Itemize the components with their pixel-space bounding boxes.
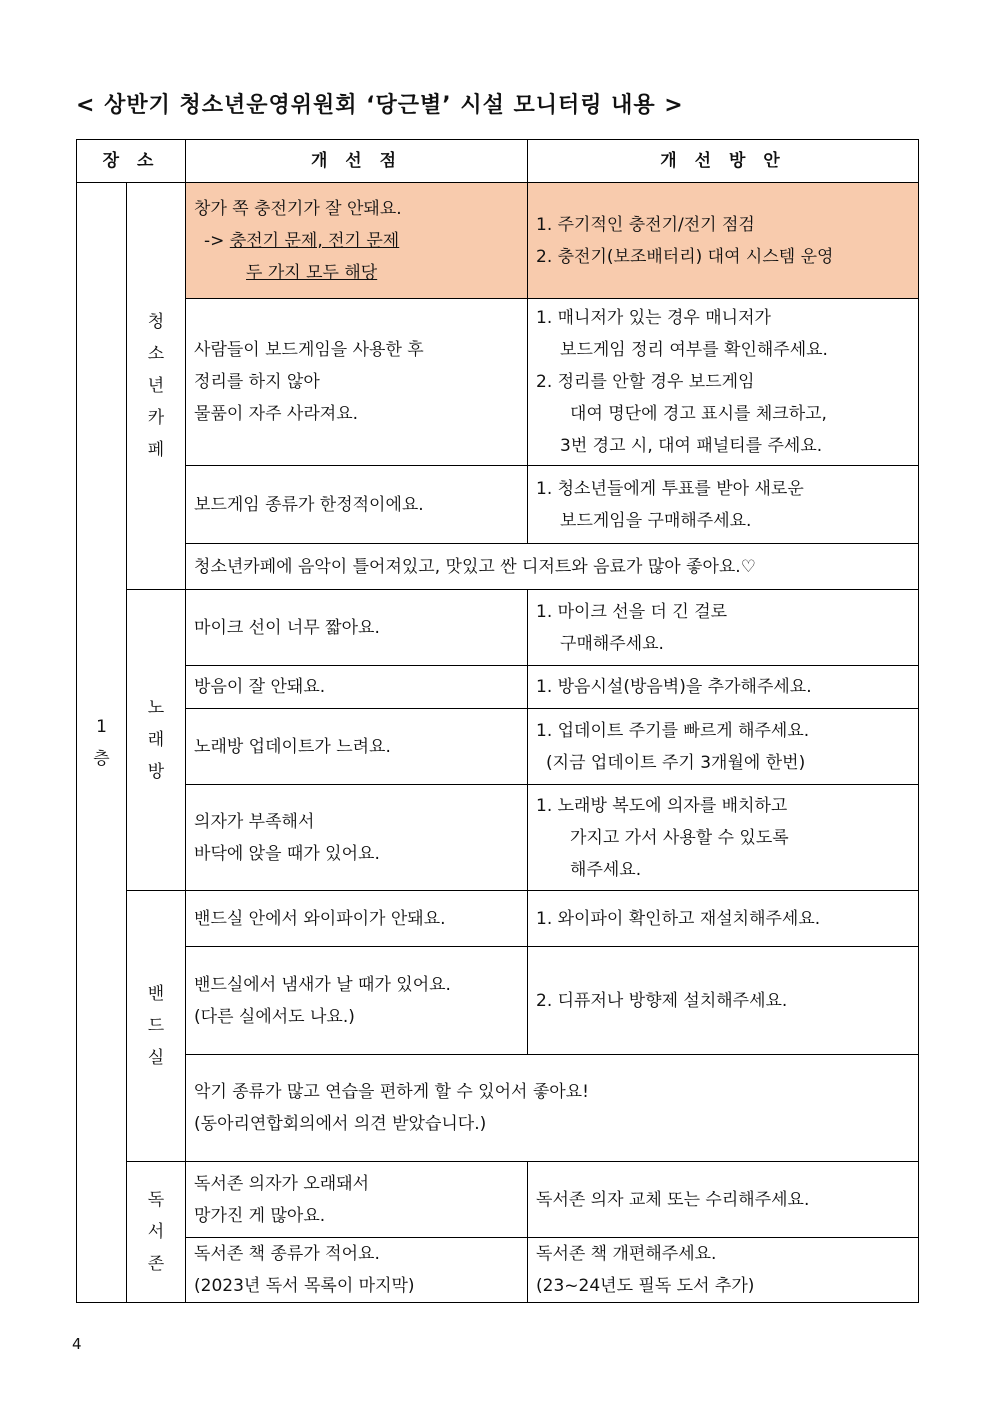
plan-cell: 1. 업데이트 주기를 빠르게 해주세요. (지금 업데이트 주기 3개월에 한번) (528, 709, 919, 785)
section-label-band: 밴 드 실 (127, 891, 186, 1162)
plan-cell: 1. 방음시설(방음벽)을 추가해주세요. (528, 666, 919, 709)
plan-cell: 2. 디퓨저나 방향제 설치해주세요. (528, 947, 919, 1055)
table-row (77, 947, 919, 1055)
table-row (77, 891, 919, 947)
plan-cell: 1. 와이파이 확인하고 재설치해주세요. (528, 891, 919, 947)
issue-cell: 창가 쪽 충전기가 잘 안돼요. -> 충전기 문제, 전기 문제 두 가지 모두 해당 (186, 183, 528, 299)
plan-cell: 독서존 의자 교체 또는 수리해주세요. (528, 1162, 919, 1238)
issue-cell: 독서존 의자가 오래돼서 망가진 게 많아요. (186, 1162, 528, 1238)
issue-cell: 방음이 잘 안돼요. (186, 666, 528, 709)
plan-cell: 1. 노래방 복도에 의자를 배치하고 가지고 가서 사용할 수 있도록 해주세요. (528, 785, 919, 891)
table-row (77, 709, 919, 785)
page-title: < 상반기 청소년운영위원회 ‘당근별’ 시설 모니터링 내용 > (76, 93, 684, 118)
table-row (77, 299, 919, 466)
section-label-karaoke: 노 래 방 (127, 590, 186, 891)
table-row (77, 1162, 919, 1238)
issue-cell: 노래방 업데이트가 느려요. (186, 709, 528, 785)
table-row (77, 1055, 919, 1162)
table-row (77, 785, 919, 891)
plan-cell: 1. 주기적인 충전기/전기 점검 2. 충전기(보조배터리) 대여 시스템 운영 (528, 183, 919, 299)
monitoring-table (76, 139, 919, 1303)
issue-cell: 밴드실에서 냄새가 날 때가 있어요. (다른 실에서도 나요.) (186, 947, 528, 1055)
praise-cell: 악기 종류가 많고 연습을 편하게 할 수 있어서 좋아요! (동아리연합회의에서 의견 받았습니다.) (186, 1055, 919, 1162)
table-row (77, 544, 919, 590)
issue-cell: 의자가 부족해서 바닥에 앉을 때가 있어요. (186, 785, 528, 891)
issue-cell: 사람들이 보드게임을 사용한 후 정리를 하지 않아 물품이 자주 사라져요. (186, 299, 528, 466)
header-row (77, 140, 919, 183)
issue-cell: 밴드실 안에서 와이파이가 안돼요. (186, 891, 528, 947)
plan-cell: 독서존 책 개편해주세요. (23~24년도 필독 도서 추가) (528, 1238, 919, 1303)
table-row (77, 466, 919, 544)
plan-cell: 1. 매니저가 있는 경우 매니저가 보드게임 정리 여부를 확인해주세요. 2. 정리를 안할 경우 보드게임 대여 명단에 경고 표시를 체크하고, 3번 경고 시, 대여 패널티를 주세요. (528, 299, 919, 466)
table-row (77, 183, 919, 299)
section-label-reading: 독 서 존 (127, 1162, 186, 1303)
section-label-cafe: 청 소 년 카 페 (127, 183, 186, 590)
issue-cell: 보드게임 종류가 한정적이에요. (186, 466, 528, 544)
table-row (77, 666, 919, 709)
issue-cell: 독서존 책 종류가 적어요. (2023년 독서 목록이 마지막) (186, 1238, 528, 1303)
header-issue: 개 선 점 (186, 140, 528, 183)
header-place: 장 소 (77, 140, 186, 183)
header-plan: 개 선 방 안 (528, 140, 919, 183)
table-row (77, 590, 919, 666)
plan-cell: 1. 청소년들에게 투표를 받아 새로운 보드게임을 구매해주세요. (528, 466, 919, 544)
issue-cell: 마이크 선이 너무 짧아요. (186, 590, 528, 666)
floor-label: 1 층 (77, 183, 127, 1303)
plan-cell: 1. 마이크 선을 더 긴 걸로 구매해주세요. (528, 590, 919, 666)
table-row (77, 1238, 919, 1303)
page-number: 4 (72, 1335, 82, 1353)
praise-cell: 청소년카페에 음악이 틀어져있고, 맛있고 싼 디저트와 음료가 많아 좋아요.♡ (186, 544, 919, 590)
